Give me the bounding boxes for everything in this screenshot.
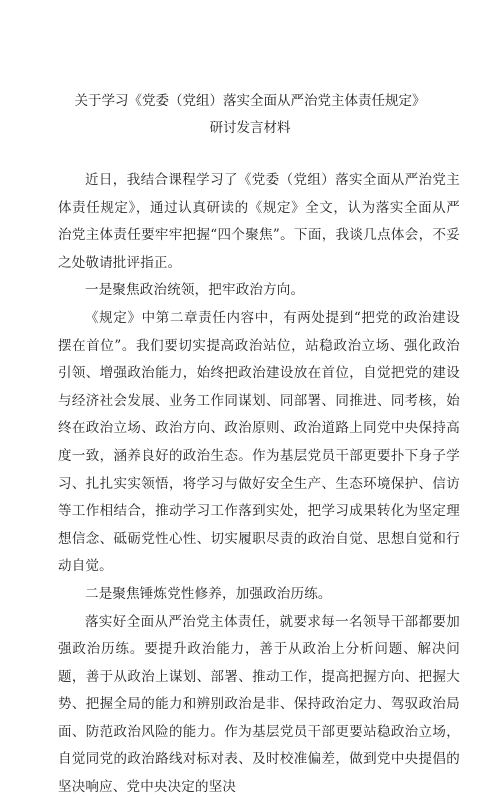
document-title-line-2: 研讨发言材料 <box>209 120 291 136</box>
paragraph-heading-1: 一是聚焦政治统领，把牢政治方向。 <box>85 282 305 299</box>
paragraph-intro: 近日，我结合课程学习了《党委（党组）落实全面从严治党主体责任规定》，通过认真研读的《规定》全文，认为落实全面从严治党主体责任要牢牢把握“四个聚焦”。下面，我谈几点体会，不妥之处敬请批评指正。 <box>58 172 460 271</box>
document-body <box>58 167 460 802</box>
paragraph-section-1: 《规定》中第二章责任内容中，有两处提到“把党的政治建设摆在首位”。我们要切实提高政治站位，站稳政治立场、强化政治引领、增强政治能力，始终把政治建设放在首位，自觉把党的建设与经济社会发展、业务工作同谋划、同部署、同推进、同考核，始终在政治立场、政治方向、政治原则、政治道路上同党中央保持高度一致，涵养良好的政治生态。作为基层党员干部更要扑下身子学习、扎扎实实领悟，将学习与做好安全生产、生态环境保护、信访等工作相结合，推动学习工作落到实处，把学习成果转化为坚定理想信念、砥砺党性心性、切实履职尽责的政治自觉、思想自觉和行动自觉。 <box>58 309 460 575</box>
paragraph-section-2: 落实好全面从严治党主体责任，就要求每一名领导干部都要加强政治历练。要提升政治能力，善于从政治上分析问题、解决问题，善于从政治上谋划、部署、推动工作，提高把握方向、把握大势、把握全局的能力和辨别政治是非、保持政治定力、驾驭政治局面、防范政治风险的能力。作为基层党员干部更要站稳政治立场，自觉同党的政治路线对标对表、及时校准偏差，做到党中央提倡的坚决响应、党中央决定的坚决 <box>58 613 460 796</box>
document-title-line-1: 关于学习《党委（党组）落实全面从严治党主体责任规定》 <box>74 93 426 109</box>
paragraph-heading-2: 二是聚焦锤炼党性修养，加强政治历练。 <box>85 585 332 602</box>
